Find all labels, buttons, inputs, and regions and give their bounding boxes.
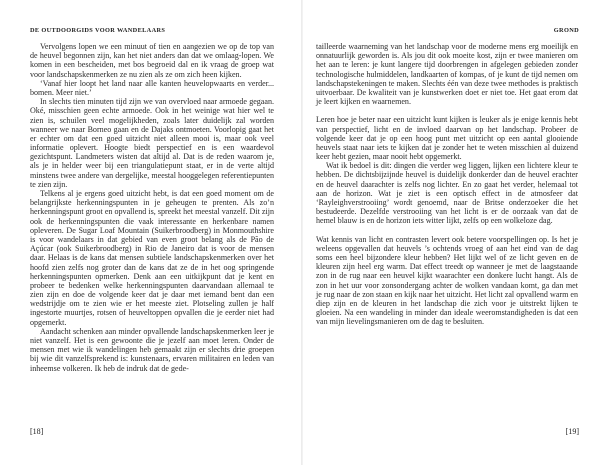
- paragraph: Telkens al je ergens goed uitzicht hebt, is dat een goed moment om de belangrijkste herkenningspunten in je geheugen te prenten. Als zo’n herkenningspunt groot en opvallend is, spreekt het meestal vanzelf. Dit zijn ook de herkenningspunten die vaak interessante en herkenbare namen opleveren. De Sugar Loaf Mountain (Suikerbroodberg) in Monmouthshire is voor wandelaars in dat gebied van even groot belang als de Pão de Açúcar (ook Suikerbroodberg) in Rio de Janeiro dat is voor de mensen daar. Helaas is de kans dat mensen subtiele landschapskenmerken over het hoofd zien zelfs nog groter dan de kans dat ze de in het oog springende herkenningspunten opmerken. Denk aan een uitkijkpunt dat je kent en probeer te bedenken welke herkenningspunten daarvandaan allemaal te zien zijn en doe de volgende keer dat je daar met iemand bent dan een wedstrijdje om te zien wie er het meeste ziet. Plotseling zullen je half ingestorte muurtjes, rotsen of heuveltoppen opvallen die je eerder niet had opgemerkt.: [30, 189, 274, 327]
- left-page-body: [30, 42, 274, 373]
- right-page-body: [316, 42, 578, 326]
- paragraph: Vervolgens lopen we een minuut of tien en aangezien we op de top van de heuvel begonnen zijn, kan het niet anders dan dat we omlaag-lopen. We komen in een bescheiden, met bos begroeid dal en ik vraag de groep wat voor landschapskenmerken ze nu zien als ze om zich heen kijken.: [30, 42, 274, 79]
- paragraph: ‘Vanaf hier loopt het land naar alle kanten heuvelopwaarts en verder... bomen. Meer niet.’: [30, 78, 274, 97]
- running-head-left: DE OUTDOORGIDS VOOR WANDELAARS: [30, 27, 166, 34]
- paragraph: Aandacht schenken aan minder opvallende landschapskenmerken leer je niet vanzelf. Het is een gewoonte die je jezelf aan moet leren. Onder de mensen met wie ik wandelingen heb gemaakt zijn er slechts drie groepen bij wie dit vanzelfsprekend is: kunstenaars, ervaren militairen en leden van inheemse volkeren. Ik heb de indruk dat de gede-: [30, 326, 274, 373]
- paragraph: Leren hoe je beter naar een uitzicht kunt kijken is leuker als je enige kennis hebt van perspectief, licht en de invloed daarvan op het landschap. Probeer de volgende keer dat je op een hoog punt met uitzicht op een aantal glooiende heuvels staat naar iets te kijken dat je zonder het te weten misschien al duizend keer hebt gezien, maar nooit hebt opgemerkt.: [316, 115, 578, 162]
- page-number-left: [18]: [30, 427, 44, 436]
- right-page: [303, 0, 606, 465]
- page-number-right: [19]: [565, 427, 579, 436]
- running-head-right: GROND: [553, 27, 579, 34]
- paragraph: Wat kennis van licht en contrasten levert ook betere voorspellingen op. Is het je weleens opgevallen dat heuvels ’s ochtends vroeg of aan het eind van de dag soms een heel bijzondere kleur hebben? Het lijkt wel of ze licht geven en de kleuren zijn heel erg warm. Dat effect treedt op wanneer je met de laagstaande zon in de rug naar een heuvel kijkt waarachter een donkere lucht hangt. Als de zon in het uur voor zonsondergang achter de wolken vandaan komt, ga dan met je rug naar de zon staan en kijk naar het uitzicht. Het licht zal opvallend warm en diep zijn en de kleuren in het landschap die zich voor je uitstrekt lijken te gloeien. Na een wandeling in minder dan ideale weeromstandigheden is dat een van mijn lievelingsmanieren om de dag te besluiten.: [316, 234, 578, 327]
- paragraph: Wat ik bedoel is dit: dingen die verder weg liggen, lijken een lichtere kleur te hebben. De dichtsbijzijnde heuvel is duidelijk donkerder dan de heuvel erachter en de heuvel daarachter is zelfs nog lichter. En zo gaat het verder, helemaal tot aan de horizon. Wat je ziet is een optisch effect in de atmosfeer dat ‘Rayleighverstrooiing’ wordt genoemd, naar de Britse onderzoeker die het bestudeerde. Dezelfde verstrooiing van het licht is er de oorzaak van dat de hemel blauw is en de horizon iets witter lijkt, zelfs op een wolkeloze dag.: [316, 161, 578, 226]
- paragraph: tailleerde waarneming van het landschap voor de moderne mens erg moeilijk en onnatuurlijk geworden is. Als jou dit ook moeite kost, zijn er twee manieren om het aan te leren: je kunt langere tijd doorbrengen in afgelegen gebieden zonder technologische hulmiddelen, landkaarten of kompas, of je kunt de tijd nemen om landschapstekeningen te maken. Slechts één van deze twee methodes is praktisch uitvoerbaar. De kwaliteit van je kunstwerken doet er niet toe. Het gaat erom dat je leert kijken en waarnemen.: [316, 42, 578, 107]
- paragraph: In slechts tien minuten tijd zijn we van overvloed naar armoede gegaan. Oké, misschien geen echte armoede. Ook in het weinige wat hier wel te zien is, schuilen veel mogelijkheden, zoals later duidelijk zal worden wanneer we naar Borneo gaan en de Dajaks ontmoeten. Voorlopig gaat het er echter om dat een goed uitzicht niet alleen mooi is, maar ook veel informatie oplevert. Hoogte biedt perspectief en is een waardevol gezichtspunt. Landmeters wisten dat altijd al. Dat is de reden waarom je, als je in helder weer bij een triangulatiepunt staat, er in de verte altijd minstens twee andere van dergelijke, meestal hooggelegen referentiepunten te zien zijn.: [30, 97, 274, 189]
